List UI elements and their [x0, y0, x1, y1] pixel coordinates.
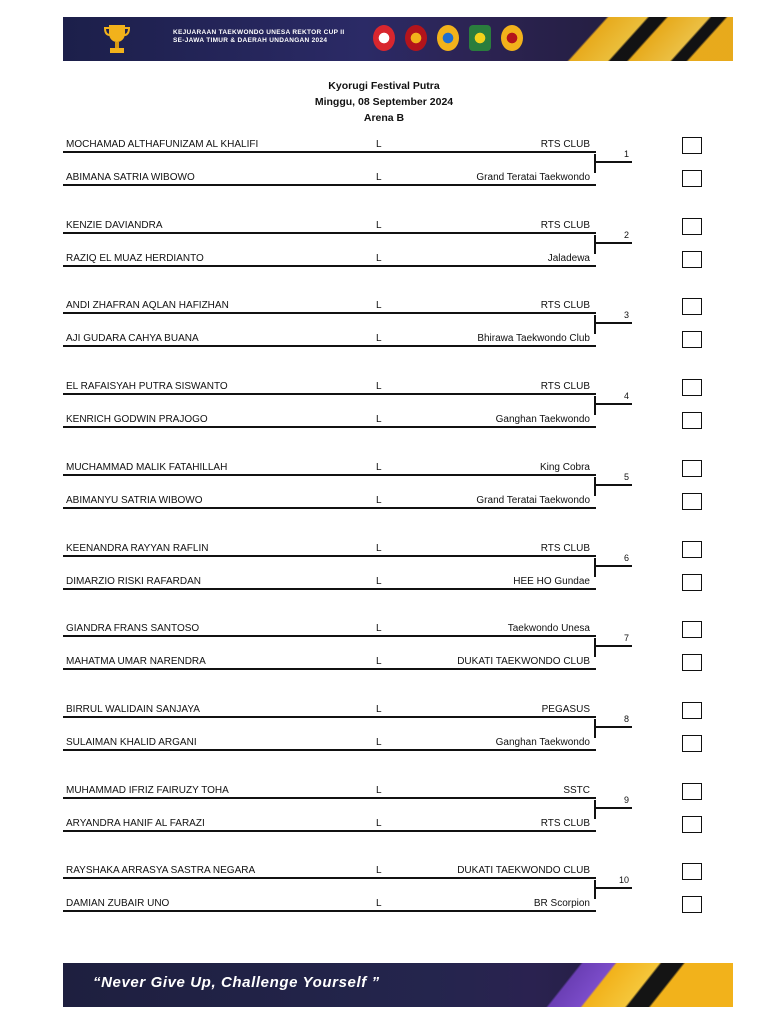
competitor-name: KENZIE DAVIANDRA	[66, 220, 163, 231]
bracket-line	[594, 807, 632, 809]
footer-slogan: “Never Give Up, Challenge Yourself ”	[93, 974, 380, 991]
competitor-name: EL RAFAISYAH PUTRA SISWANTO	[66, 381, 228, 392]
competitor-name: AJI GUDARA CAHYA BUANA	[66, 333, 199, 344]
event-arena: Arena B	[363, 112, 405, 124]
winner-checkbox[interactable]	[682, 170, 702, 187]
competitor-club: RTS CLUB	[540, 543, 590, 554]
competitor-gender: L	[376, 139, 382, 150]
competitor-name: KEENANDRA RAYYAN RAFLIN	[66, 543, 209, 554]
competitor-row	[63, 896, 596, 912]
competitor-gender: L	[376, 623, 382, 634]
competitor-row	[63, 574, 596, 590]
competitor-gender: L	[376, 898, 382, 909]
competitor-name: ABIMANA SATRIA WIBOWO	[66, 172, 195, 183]
winner-checkbox[interactable]	[682, 863, 702, 880]
competitor-club: Ganghan Taekwondo	[495, 414, 590, 425]
competitor-gender: L	[376, 495, 382, 506]
match-block	[63, 621, 733, 671]
competitor-club: RTS CLUB	[540, 818, 590, 829]
competitor-club: HEE HO Gundae	[513, 576, 590, 587]
winner-checkbox[interactable]	[682, 896, 702, 913]
bracket-line	[594, 645, 632, 647]
winner-checkbox[interactable]	[682, 331, 702, 348]
competitor-name: MUCHAMMAD MALIK FATAHILLAH	[66, 462, 228, 473]
sponsor-logo-icon	[501, 25, 523, 51]
winner-checkbox[interactable]	[682, 298, 702, 315]
competitor-club: Taekwondo Unesa	[507, 623, 590, 634]
competitor-name: BIRRUL WALIDAIN SANJAYA	[66, 704, 200, 715]
competitor-gender: L	[376, 543, 382, 554]
match-number: 7	[623, 633, 629, 643]
competitor-gender: L	[376, 865, 382, 876]
match-block	[63, 702, 733, 752]
sponsor-logo-icon	[437, 25, 459, 51]
winner-checkbox[interactable]	[682, 621, 702, 638]
competitor-gender: L	[376, 220, 382, 231]
document-title	[0, 78, 768, 126]
competitor-row	[63, 654, 596, 670]
competitor-name: SULAIMAN KHALID ARGANI	[66, 737, 197, 748]
competitor-club: Ganghan Taekwondo	[495, 737, 590, 748]
winner-checkbox[interactable]	[682, 218, 702, 235]
competitor-gender: L	[376, 300, 382, 311]
header-banner	[63, 17, 733, 61]
sponsor-logos	[373, 25, 523, 51]
match-number: 1	[623, 149, 629, 159]
winner-checkbox[interactable]	[682, 574, 702, 591]
competitor-club: Grand Teratai Taekwondo	[476, 172, 590, 183]
competitor-name: RAYSHAKA ARRASYA SASTRA NEGARA	[66, 865, 256, 876]
banner-title: KEJUARAAN TAEKWONDO UNESA REKTOR CUP II SE-JAWA TIMUR & DAERAH UNDANGAN 2024	[173, 29, 345, 44]
competitor-name: MUHAMMAD IFRIZ FAIRUZY TOHA	[66, 785, 229, 796]
bracket-line	[594, 565, 632, 567]
winner-checkbox[interactable]	[682, 493, 702, 510]
competitor-gender: L	[376, 785, 382, 796]
competitor-club: BR Scorpion	[533, 898, 590, 909]
competitor-gender: L	[376, 253, 382, 264]
match-number: 4	[623, 391, 629, 401]
competitor-name: ABIMANYU SATRIA WIBOWO	[66, 495, 203, 506]
competitor-row	[63, 783, 596, 799]
winner-checkbox[interactable]	[682, 460, 702, 477]
winner-checkbox[interactable]	[682, 702, 702, 719]
competitor-row	[63, 541, 596, 557]
competitor-gender: L	[376, 333, 382, 344]
competitor-club: Jaladewa	[547, 253, 590, 264]
winner-checkbox[interactable]	[682, 816, 702, 833]
winner-checkbox[interactable]	[682, 379, 702, 396]
competitor-gender: L	[376, 737, 382, 748]
competitor-row	[63, 379, 596, 395]
winner-checkbox[interactable]	[682, 541, 702, 558]
winner-checkbox[interactable]	[682, 137, 702, 154]
competitor-row	[63, 218, 596, 234]
sponsor-logo-icon	[373, 25, 395, 51]
competitor-gender: L	[376, 172, 382, 183]
competitor-gender: L	[376, 818, 382, 829]
match-number: 9	[623, 795, 629, 805]
competitor-row	[63, 621, 596, 637]
bracket-line	[594, 403, 632, 405]
winner-checkbox[interactable]	[682, 735, 702, 752]
competitor-club: DUKATI TAEKWONDO CLUB	[457, 865, 590, 876]
competitor-name: MOCHAMAD ALTHAFUNIZAM AL KHALIFI	[66, 139, 259, 150]
competitor-row	[63, 863, 596, 879]
competitor-club: RTS CLUB	[540, 300, 590, 311]
competitor-row	[63, 170, 596, 186]
match-number: 6	[623, 553, 629, 563]
competitor-row	[63, 460, 596, 476]
competitor-row	[63, 816, 596, 832]
competitor-name: GIANDRA FRANS SANTOSO	[66, 623, 200, 634]
sponsor-logo-icon	[469, 25, 491, 51]
bracket-line	[594, 887, 632, 889]
competitor-row	[63, 702, 596, 718]
event-name: Kyorugi Festival Putra	[328, 80, 440, 92]
competitor-name: DAMIAN ZUBAIR UNO	[66, 898, 170, 909]
competitor-row	[63, 298, 596, 314]
competitor-name: ANDI ZHAFRAN AQLAN HAFIZHAN	[66, 300, 229, 311]
competitor-club: RTS CLUB	[540, 139, 590, 150]
match-block	[63, 541, 733, 591]
competitor-row	[63, 735, 596, 751]
winner-checkbox[interactable]	[682, 251, 702, 268]
winner-checkbox[interactable]	[682, 654, 702, 671]
competitor-club: PEGASUS	[541, 704, 590, 715]
competitor-gender: L	[376, 414, 382, 425]
match-block	[63, 218, 733, 268]
competitor-club: King Cobra	[539, 462, 590, 473]
competitor-name: DIMARZIO RISKI RAFARDAN	[66, 576, 202, 587]
match-number: 2	[623, 230, 629, 240]
competitor-gender: L	[376, 381, 382, 392]
bracket-line	[594, 242, 632, 244]
bracket-line	[594, 484, 632, 486]
match-block	[63, 863, 733, 913]
competitor-gender: L	[376, 462, 382, 473]
competitor-gender: L	[376, 704, 382, 715]
competitor-club: SSTC	[563, 785, 590, 796]
bracket-line	[594, 161, 632, 163]
match-block	[63, 379, 733, 429]
competitor-row	[63, 251, 596, 267]
event-date: Minggu, 08 September 2024	[314, 96, 454, 108]
match-block	[63, 137, 733, 187]
competitor-club: Grand Teratai Taekwondo	[476, 495, 590, 506]
competitor-name: MAHATMA UMAR NARENDRA	[66, 656, 206, 667]
footer-decoration	[502, 963, 733, 1007]
competitor-gender: L	[376, 656, 382, 667]
match-block	[63, 460, 733, 510]
match-block	[63, 298, 733, 348]
trophy-logo-icon	[103, 23, 131, 55]
competitor-row	[63, 412, 596, 428]
match-block	[63, 783, 733, 833]
match-number: 10	[618, 875, 629, 885]
competitor-row	[63, 137, 596, 153]
banner-decoration	[512, 17, 733, 61]
bracket-line	[594, 726, 632, 728]
competitor-name: ARYANDRA HANIF AL FARAZI	[66, 818, 205, 829]
bracket-line	[594, 322, 632, 324]
footer-banner	[63, 963, 733, 1007]
competitor-club: DUKATI TAEKWONDO CLUB	[457, 656, 590, 667]
competitor-club: Bhirawa Taekwondo Club	[477, 333, 590, 344]
competitor-club: RTS CLUB	[540, 220, 590, 231]
competitor-row	[63, 331, 596, 347]
competitor-club: RTS CLUB	[540, 381, 590, 392]
competitor-row	[63, 493, 596, 509]
winner-checkbox[interactable]	[682, 783, 702, 800]
match-number: 8	[623, 714, 629, 724]
competitor-name: RAZIQ EL MUAZ HERDIANTO	[66, 253, 204, 264]
match-number: 3	[623, 310, 629, 320]
winner-checkbox[interactable]	[682, 412, 702, 429]
competitor-name: KENRICH GODWIN PRAJOGO	[66, 414, 208, 425]
competitor-gender: L	[376, 576, 382, 587]
match-number: 5	[623, 472, 629, 482]
sponsor-logo-icon	[405, 25, 427, 51]
